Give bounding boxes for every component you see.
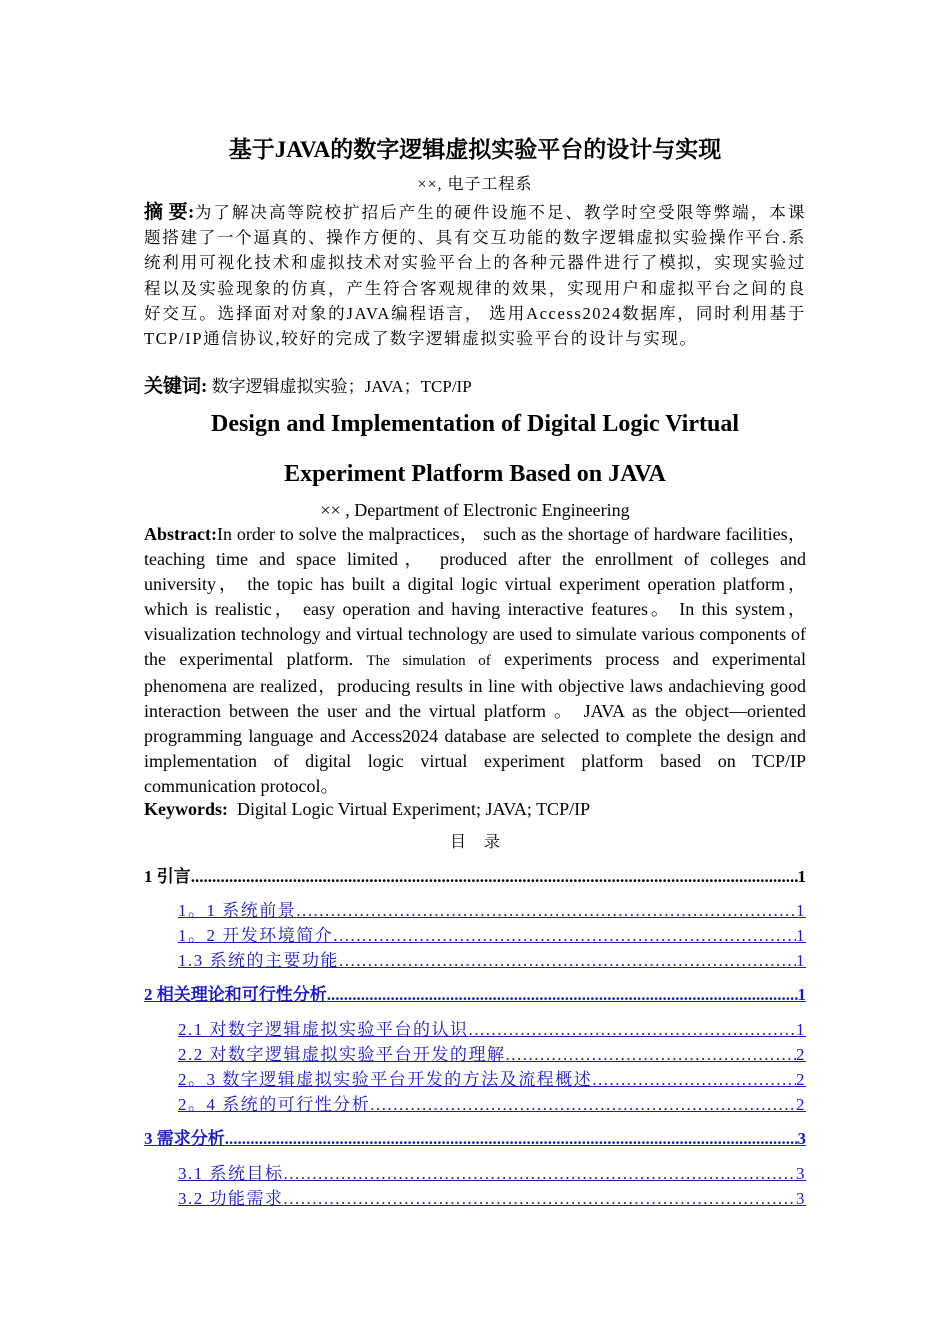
- toc-title: 目录: [449, 834, 518, 851]
- chinese-abstract: [144, 200, 806, 351]
- chinese-keywords: [144, 374, 806, 400]
- chinese-abstract-label: 摘 要:: [144, 202, 195, 223]
- toc-entry-page: 1: [796, 926, 806, 945]
- chinese-author: ××, 电子工程系: [417, 176, 533, 193]
- english-abstract-text-3: experiments process and experimental phenomena are realized，producing results in line with objective laws andachieving good interaction between the user and the virtual platform 。 JAVA as the object—oriented programming language and Access2024 database are selected to complete the design and implementation of digital logic virtual experiment platform based on TCP/IP communication protocol。: [144, 649, 806, 796]
- english-abstract-text-2: The simulation of: [366, 653, 491, 669]
- toc-entry[interactable]: [144, 1128, 806, 1150]
- toc-entry-page: 3: [796, 1164, 806, 1183]
- toc-entry-page: 2: [796, 1095, 806, 1114]
- toc-entry-label: 3.2 功能需求: [178, 1189, 284, 1208]
- toc-entry[interactable]: [178, 1163, 806, 1185]
- toc-entry-label: 2.1 对数字逻辑虚拟实验平台的认识: [178, 1020, 469, 1039]
- english-author: ×× , Department of Electronic Engineering: [320, 500, 630, 520]
- english-abstract-text-1: In order to solve the malpractices， such as the shortage of hardware facilities， teaching time and space limited， produced after the enrollment of colleges and university， the topic has built a digital logic virtual experiment operation platform， which is realistic， easy operation and having interactive features。 In this system， visualization technology and virtual technology are used to simulate various components of the experimental platform.: [144, 524, 806, 669]
- chinese-keywords-label: 关键词:: [144, 376, 208, 397]
- english-title-line2: Experiment Platform Based on JAVA: [284, 461, 666, 487]
- toc-entry-label: 2.2 对数字逻辑虚拟实验平台开发的理解: [178, 1045, 506, 1064]
- toc-entry-label: 1。2 开发环境简介: [178, 926, 334, 945]
- toc-entry-page: 1: [796, 901, 806, 920]
- toc-entry-page: 1: [797, 867, 806, 886]
- chinese-title: 基于JAVA的数字逻辑虚拟实验平台的设计与实现: [228, 137, 722, 162]
- english-abstract-label: Abstract:: [144, 524, 217, 544]
- toc-entry[interactable]: [178, 950, 806, 972]
- toc-entry-page: 1: [796, 1020, 806, 1039]
- toc-entry-label: 3.1 系统目标: [178, 1164, 284, 1183]
- toc-entry-label: 2。4 系统的可行性分析: [178, 1095, 371, 1114]
- toc-entry[interactable]: [144, 984, 806, 1006]
- toc-entry-page: 2: [796, 1045, 806, 1064]
- toc-entry[interactable]: [178, 925, 806, 947]
- toc-entry-label: 1.3 系统的主要功能: [178, 951, 339, 970]
- toc-entry-label: 1 引言: [144, 867, 191, 886]
- toc-entry-page: 1: [796, 951, 806, 970]
- chinese-abstract-text: 为了解决高等院校扩招后产生的硬件设施不足、教学时空受限等弊端，本课题搭建了一个逼真的、操作方便的、具有交互功能的数字逻辑虚拟实验操作平台.系统利用可视化技术和虚拟技术对实验平台上的各种元器件进行了模拟，实现实验过程以及实验现象的仿真，产生符合客观规律的效果，实现用户和虚拟平台之间的良好交互。选择面对对象的JAVA编程语言， 选用Access2024数据库，同时利用基于TCP/IP通信协议,较好的完成了数字逻辑虚拟实验平台的设计与实现。: [144, 203, 806, 349]
- english-keywords: [144, 797, 806, 822]
- toc-entry-page: 2: [796, 1070, 806, 1089]
- english-title-line1: Design and Implementation of Digital Logic Virtual: [210, 411, 739, 437]
- toc-entry[interactable]: [178, 1188, 806, 1210]
- toc-entry-label: 1。1 系统前景: [178, 901, 297, 920]
- toc-entry[interactable]: [178, 1044, 806, 1066]
- english-keywords-label: Keywords:: [144, 799, 228, 819]
- toc-entry-label: 3 需求分析: [144, 1129, 225, 1148]
- english-keywords-text: Digital Logic Virtual Experiment; JAVA; TCP/IP: [237, 799, 591, 819]
- toc-entry[interactable]: [178, 1094, 806, 1116]
- english-abstract: [144, 522, 806, 799]
- chinese-keywords-text: 数字逻辑虚拟实验；JAVA；TCP/IP: [211, 377, 472, 396]
- toc-entry-page: 3: [796, 1189, 806, 1208]
- toc-entry-label: 2。3 数字逻辑虚拟实验平台开发的方法及流程概述: [178, 1070, 593, 1089]
- toc-entry-label: 2 相关理论和可行性分析: [144, 985, 327, 1004]
- toc-entry[interactable]: [178, 1069, 806, 1091]
- toc-entry[interactable]: [178, 1019, 806, 1041]
- toc-entry[interactable]: [144, 866, 806, 888]
- toc-entry-page: 1: [797, 985, 806, 1004]
- toc-entry-page: 3: [797, 1129, 806, 1148]
- toc-entry[interactable]: [178, 900, 806, 922]
